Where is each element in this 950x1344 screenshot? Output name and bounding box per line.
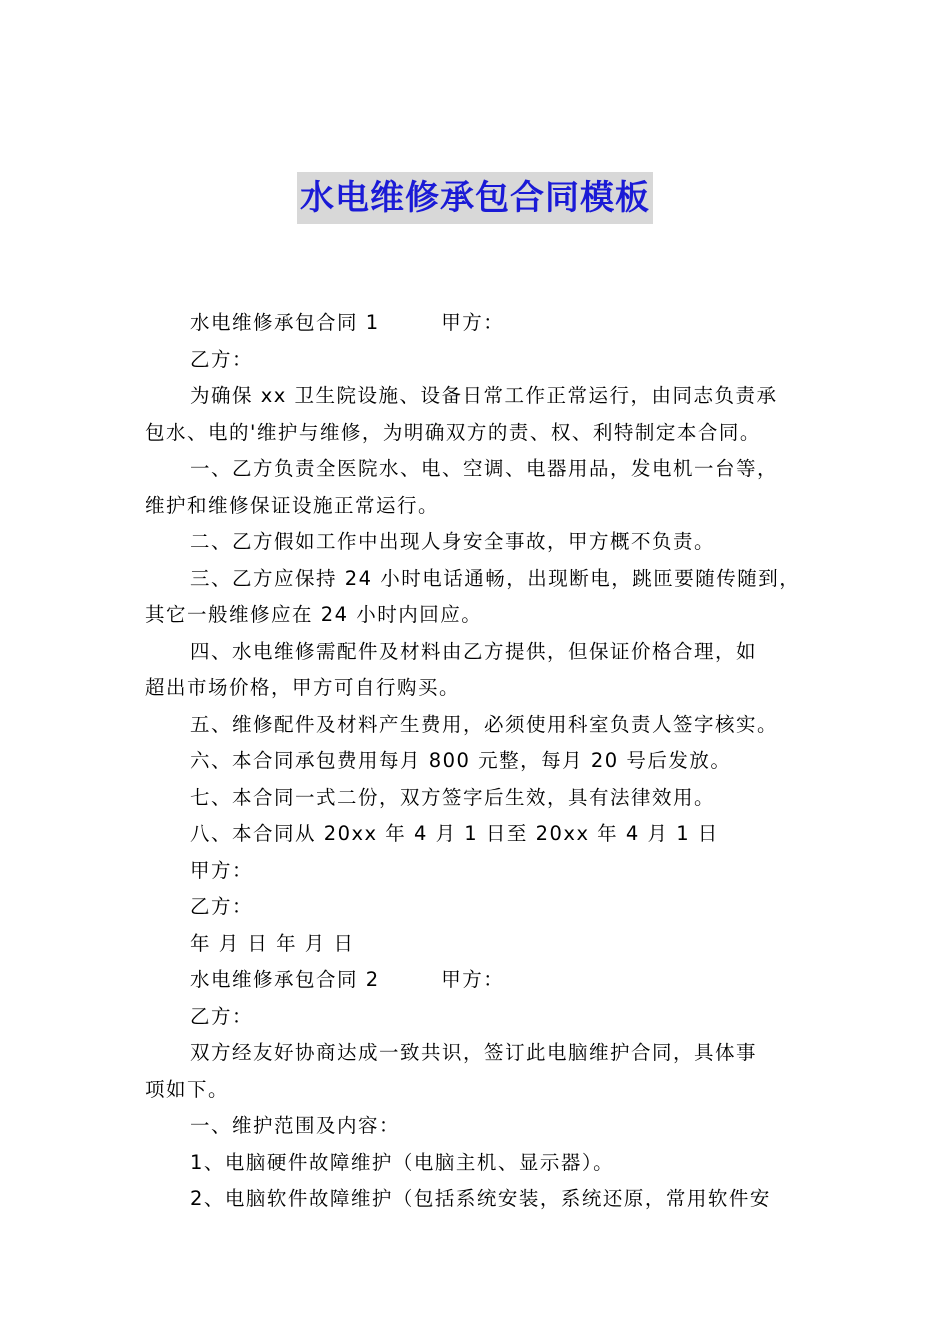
paragraph-line: 包水、电的'维护与维修，为明确双方的责、权、利特制定本合同。 bbox=[145, 420, 761, 444]
title-container bbox=[0, 172, 950, 224]
paragraph-line: 一、维护范围及内容： bbox=[190, 1114, 401, 1137]
paragraph-line: 为确保 xx 卫生院设施、设备日常工作正常运行，由同志负责承 bbox=[190, 384, 778, 407]
paragraph-line: 水电维修承包合同 2 甲方： bbox=[190, 968, 505, 991]
paragraph-line: 三、乙方应保持 24 小时电话通畅，出现断电，跳匝要随传随到， bbox=[190, 566, 801, 590]
paragraph-line: 年 月 日 年 月 日 bbox=[190, 931, 355, 955]
paragraph-line: 一、乙方负责全医院水、电、空调、电器用品，发电机一台等， bbox=[190, 457, 779, 480]
paragraph-line: 2、电脑软件故障维护（包括系统安装，系统还原，常用软件安 bbox=[190, 1187, 771, 1210]
paragraph-line: 水电维修承包合同 1 甲方： bbox=[190, 311, 505, 334]
paragraph-line: 二、乙方假如工作中出现人身安全事故，甲方概不负责。 bbox=[190, 530, 716, 553]
paragraph-line: 六、本合同承包费用每月 800 元整，每月 20 号后发放。 bbox=[190, 749, 732, 772]
paragraph-line: 乙方： bbox=[190, 895, 254, 918]
paragraph-line: 七、本合同一式二份，双方签字后生效，具有法律效用。 bbox=[190, 785, 716, 809]
paragraph-line: 八、本合同从 20xx 年 4 月 1 日至 20xx 年 4 月 1 日 bbox=[190, 822, 719, 845]
paragraph-line: 1、电脑硬件故障维护（电脑主机、显示器）。 bbox=[190, 1150, 615, 1174]
document-body bbox=[145, 305, 825, 1218]
paragraph-line: 双方经友好协商达成一致共识，签订此电脑维护合同，具体事 bbox=[190, 1041, 758, 1064]
paragraph-line: 四、水电维修需配件及材料由乙方提供，但保证价格合理，如 bbox=[190, 639, 758, 663]
paragraph-line: 其它一般维修应在 24 小时内回应。 bbox=[145, 603, 483, 626]
paragraph-line: 维护和维修保证设施正常运行。 bbox=[145, 493, 440, 517]
paragraph-line: 五、维修配件及材料产生费用，必须使用科室负责人签字核实。 bbox=[190, 712, 779, 736]
document-title: 水电维修承包合同模板 bbox=[297, 172, 653, 224]
paragraph-line: 乙方： bbox=[190, 1004, 254, 1028]
paragraph-line: 项如下。 bbox=[145, 1077, 230, 1101]
paragraph-line: 乙方： bbox=[190, 347, 254, 371]
paragraph-line: 超出市场价格，甲方可自行购买。 bbox=[145, 676, 461, 699]
paragraph-line: 甲方： bbox=[190, 858, 254, 882]
